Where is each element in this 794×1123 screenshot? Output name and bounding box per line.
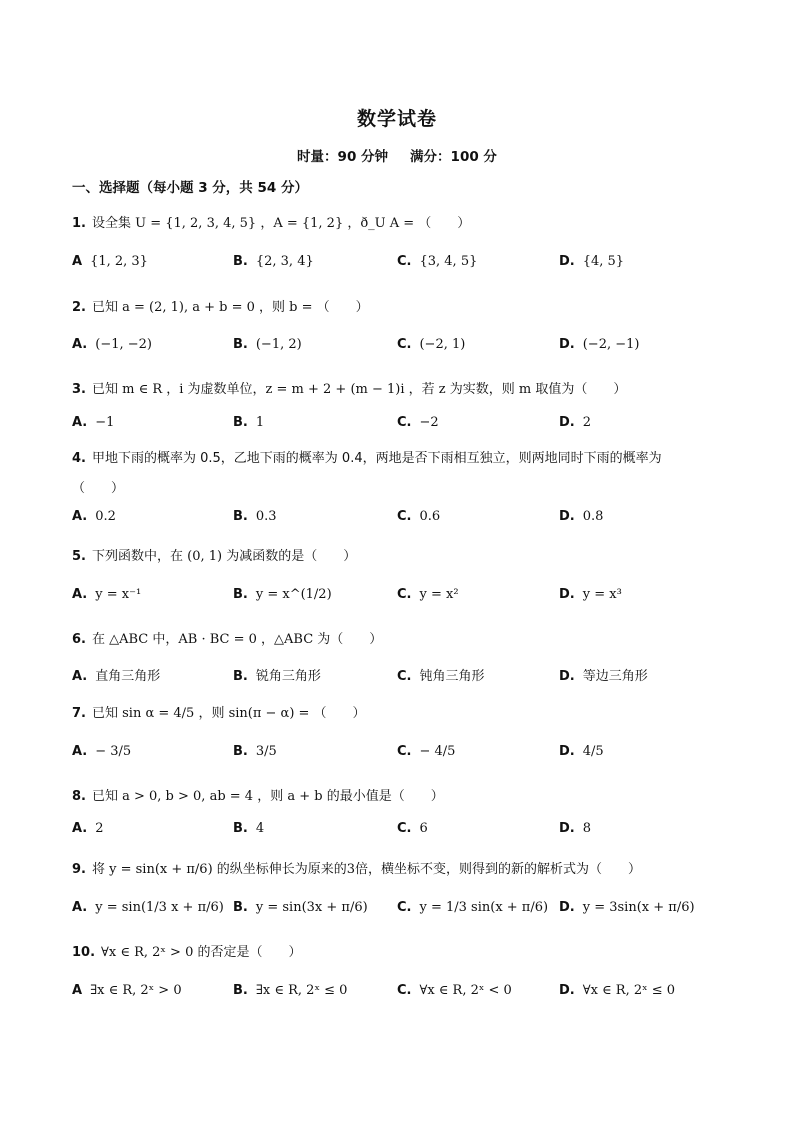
option-a[interactable]: A ∃x ∈ R, 2ˣ > 0: [72, 983, 182, 998]
question-10-options: [72, 983, 752, 1009]
option-b[interactable]: B. y = x^(1/2): [233, 587, 332, 602]
question-10: 10. ∀x ∈ R, 2ˣ > 0 的否定是（ ）: [72, 945, 302, 960]
question-2-options: [72, 337, 752, 363]
option-c[interactable]: C. {3, 4, 5}: [397, 254, 478, 269]
option-c[interactable]: C. − 4/5: [397, 744, 456, 759]
question-5: 5. 下列函数中，在 (0, 1) 为减函数的是（ ）: [72, 549, 357, 564]
option-b[interactable]: B. (−1, 2): [233, 337, 302, 352]
question-9: 9. 将 y = sin(x + π/6) 的纵坐标伸长为原来的3倍，横坐标不变，则得到的新的解析式为（ ）: [72, 862, 642, 877]
section-heading: 一、选择题（每小题 3 分，共 54 分）: [72, 180, 308, 196]
question-4-continued: （ ）: [72, 481, 125, 496]
option-c[interactable]: C. 6: [397, 821, 428, 836]
question-3-options: [72, 415, 752, 441]
option-a[interactable]: A. (−1, −2): [72, 337, 152, 352]
time-label: 时量：90 分钟: [297, 149, 389, 165]
option-d[interactable]: D. 0.8: [559, 509, 604, 524]
option-a[interactable]: A. − 3/5: [72, 744, 132, 759]
question-1: 1. 设全集 U = {1, 2, 3, 4, 5} ，A = {1, 2} ，ð_U A = （ ）: [72, 216, 471, 231]
option-d[interactable]: D. 等边三角形: [559, 669, 648, 684]
page-title: 数学试卷: [356, 108, 437, 130]
option-d[interactable]: D. 4/5: [559, 744, 604, 759]
option-c[interactable]: C. y = 1/3 sin(x + π/6): [397, 900, 549, 915]
option-d[interactable]: D. 8: [559, 821, 592, 836]
option-d[interactable]: D. y = x³: [559, 587, 622, 602]
question-2: 2. 已知 a = (2, 1), a + b = 0 ，则 b = （ ）: [72, 300, 369, 315]
option-a[interactable]: A. y = sin(1/3 x + π/6): [72, 900, 224, 915]
score-label: 满分：100 分: [410, 149, 497, 165]
option-d[interactable]: D. {4, 5}: [559, 254, 625, 269]
option-b[interactable]: B. 锐角三角形: [233, 669, 321, 684]
option-b[interactable]: B. 0.3: [233, 509, 277, 524]
option-b[interactable]: B. {2, 3, 4}: [233, 254, 314, 269]
question-7-options: [72, 744, 752, 770]
question-8-options: [72, 821, 752, 847]
option-d[interactable]: D. (−2, −1): [559, 337, 640, 352]
option-b[interactable]: B. 4: [233, 821, 265, 836]
option-d[interactable]: D. 2: [559, 415, 592, 430]
question-3: 3. 已知 m ∈ R ，i 为虚数单位，z = m + 2 + (m − 1)i ，若 z 为实数，则 m 取值为（ ）: [72, 382, 627, 397]
question-4: 4. 甲地下雨的概率为 0.5，乙地下雨的概率为 0.4，两地是否下雨相互独立，则两地同时下雨的概率为: [72, 451, 662, 466]
option-a[interactable]: A. 0.2: [72, 509, 116, 524]
option-c[interactable]: C. −2: [397, 415, 439, 430]
option-b[interactable]: B. 1: [233, 415, 265, 430]
option-c[interactable]: C. 0.6: [397, 509, 441, 524]
question-9-options: [72, 900, 752, 926]
exam-info: [0, 145, 794, 165]
question-7: 7. 已知 sin α = 4/5 ，则 sin(π − α) = （ ）: [72, 706, 366, 721]
option-c[interactable]: C. 钝角三角形: [397, 669, 485, 684]
question-6: 6. 在 △ABC 中，AB · BC = 0 ，△ABC 为（ ）: [72, 632, 383, 647]
option-a[interactable]: A. 2: [72, 821, 104, 836]
option-a[interactable]: A. −1: [72, 415, 115, 430]
question-4-options: [72, 509, 752, 535]
option-c[interactable]: C. (−2, 1): [397, 337, 466, 352]
question-8: 8. 已知 a > 0, b > 0, ab = 4 ，则 a + b 的最小值是（ ）: [72, 789, 444, 804]
question-5-options: [72, 587, 752, 613]
question-1-options: [72, 254, 752, 280]
option-a[interactable]: A. y = x⁻¹: [72, 587, 142, 602]
option-b[interactable]: B. ∃x ∈ R, 2ˣ ≤ 0: [233, 983, 348, 998]
option-d[interactable]: D. y = 3sin(x + π/6): [559, 900, 695, 915]
option-c[interactable]: C. y = x²: [397, 587, 459, 602]
option-b[interactable]: B. 3/5: [233, 744, 277, 759]
option-c[interactable]: C. ∀x ∈ R, 2ˣ < 0: [397, 983, 512, 998]
question-6-options: [72, 665, 752, 691]
option-a[interactable]: A {1, 2, 3}: [72, 254, 148, 269]
option-d[interactable]: D. ∀x ∈ R, 2ˣ ≤ 0: [559, 983, 676, 998]
option-a[interactable]: A. 直角三角形: [72, 669, 161, 684]
option-b[interactable]: B. y = sin(3x + π/6): [233, 900, 368, 915]
